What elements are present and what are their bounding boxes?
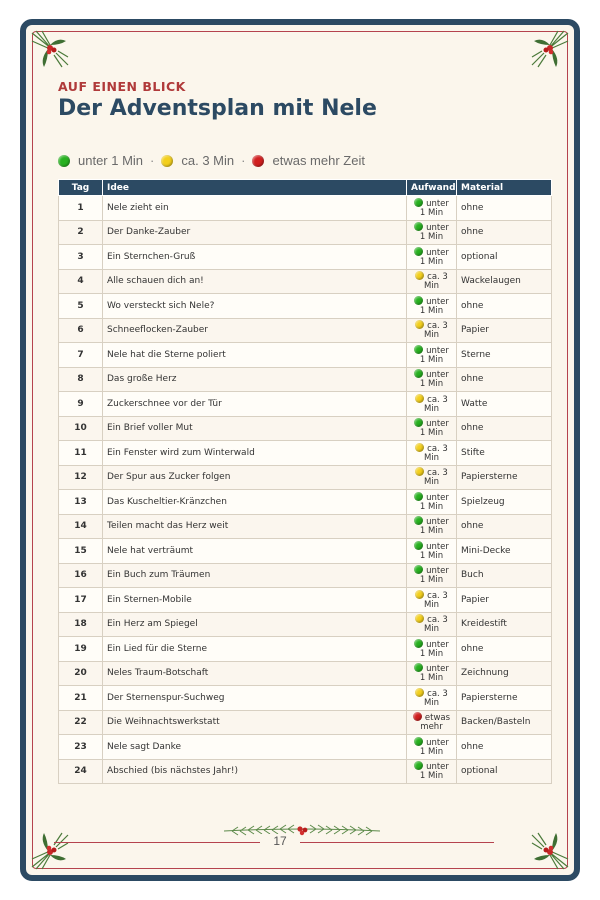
- table-row: [59, 612, 552, 637]
- cell-tag: 3: [59, 245, 103, 270]
- cell-tag: 14: [59, 514, 103, 539]
- cell-idee: Teilen macht das Herz weit: [103, 514, 407, 539]
- cell-tag: 24: [59, 759, 103, 784]
- yellow-dot-icon: [415, 614, 424, 623]
- table-row: [59, 637, 552, 662]
- cell-tag: 6: [59, 318, 103, 343]
- page-title: Der Adventsplan mit Nele: [58, 96, 377, 121]
- green-dot-icon: [414, 541, 423, 550]
- header-material: Material: [457, 180, 552, 196]
- cell-aufwand: [407, 539, 457, 564]
- cell-aufwand: [407, 343, 457, 368]
- aufwand-label: ca. 3 Min: [423, 321, 448, 341]
- holly-corner-icon: [528, 829, 572, 873]
- table-row: [59, 759, 552, 784]
- cell-material: ohne: [457, 294, 552, 319]
- aufwand-label: unter 1 Min: [419, 198, 449, 218]
- cell-tag: 15: [59, 539, 103, 564]
- aufwand-label: unter 1 Min: [419, 370, 449, 390]
- cell-idee: Der Spur aus Zucker folgen: [103, 465, 407, 490]
- table-row: [59, 196, 552, 221]
- cell-tag: 21: [59, 686, 103, 711]
- green-dot-icon: [414, 639, 423, 648]
- legend-label: ca. 3 Min: [181, 153, 235, 168]
- green-dot-icon: [414, 345, 423, 354]
- cell-material: Papiersterne: [457, 686, 552, 711]
- page-frame: [20, 19, 580, 881]
- green-dot-icon: [414, 296, 423, 305]
- table-row: [59, 220, 552, 245]
- aufwand-label: unter 1 Min: [419, 737, 449, 757]
- cell-material: Papiersterne: [457, 465, 552, 490]
- cell-tag: 11: [59, 441, 103, 466]
- cell-aufwand: [407, 294, 457, 319]
- table-row: [59, 318, 552, 343]
- yellow-dot-icon: [415, 467, 424, 476]
- green-dot-icon: [414, 737, 423, 746]
- cell-material: ohne: [457, 220, 552, 245]
- cell-aufwand: [407, 588, 457, 613]
- cell-material: Backen/Basteln: [457, 710, 552, 735]
- aufwand-label: ca. 3 Min: [423, 394, 448, 414]
- aufwand-label: ca. 3 Min: [423, 468, 448, 488]
- cell-material: Sterne: [457, 343, 552, 368]
- cell-aufwand: [407, 637, 457, 662]
- cell-tag: 5: [59, 294, 103, 319]
- aufwand-label: unter 1 Min: [419, 541, 449, 561]
- cell-idee: Nele hat die Sterne poliert: [103, 343, 407, 368]
- cell-aufwand: [407, 367, 457, 392]
- cell-aufwand: [407, 269, 457, 294]
- cell-idee: Ein Fenster wird zum Winterwald: [103, 441, 407, 466]
- cell-material: optional: [457, 245, 552, 270]
- cell-aufwand: [407, 661, 457, 686]
- aufwand-label: unter 1 Min: [419, 762, 449, 782]
- red-dot-icon: [252, 155, 264, 167]
- cell-material: Kreidestift: [457, 612, 552, 637]
- cell-idee: Ein Herz am Spiegel: [103, 612, 407, 637]
- yellow-dot-icon: [415, 320, 424, 329]
- cell-tag: 2: [59, 220, 103, 245]
- cell-idee: Neles Traum-Botschaft: [103, 661, 407, 686]
- pine-garland-icon: [222, 821, 382, 841]
- cell-idee: Nele hat verträumt: [103, 539, 407, 564]
- red-dot-icon: [413, 712, 422, 721]
- holly-corner-icon: [28, 27, 72, 71]
- green-dot-icon: [414, 492, 423, 501]
- cell-material: optional: [457, 759, 552, 784]
- cell-idee: Zuckerschnee vor der Tür: [103, 392, 407, 417]
- aufwand-label: unter 1 Min: [419, 247, 449, 267]
- cell-material: Buch: [457, 563, 552, 588]
- cell-aufwand: [407, 563, 457, 588]
- green-dot-icon: [414, 418, 423, 427]
- aufwand-label: unter 1 Min: [419, 345, 449, 365]
- cell-tag: 18: [59, 612, 103, 637]
- holly-corner-icon: [28, 829, 72, 873]
- table-row: [59, 661, 552, 686]
- table-row: [59, 294, 552, 319]
- yellow-dot-icon: [415, 443, 424, 452]
- table-row: [59, 343, 552, 368]
- cell-tag: 8: [59, 367, 103, 392]
- yellow-dot-icon: [161, 155, 173, 167]
- cell-idee: Die Weihnachtswerkstatt: [103, 710, 407, 735]
- cell-material: Papier: [457, 318, 552, 343]
- effort-legend: [58, 153, 365, 168]
- cell-tag: 16: [59, 563, 103, 588]
- cell-material: ohne: [457, 196, 552, 221]
- cell-aufwand: [407, 441, 457, 466]
- table-row: [59, 588, 552, 613]
- cell-idee: Abschied (bis nächstes Jahr!): [103, 759, 407, 784]
- cell-tag: 9: [59, 392, 103, 417]
- cell-aufwand: [407, 490, 457, 515]
- table-row: [59, 269, 552, 294]
- green-dot-icon: [414, 663, 423, 672]
- legend-separator: ·: [150, 153, 155, 168]
- green-dot-icon: [414, 761, 423, 770]
- cell-idee: Ein Brief voller Mut: [103, 416, 407, 441]
- cell-aufwand: [407, 465, 457, 490]
- cell-tag: 20: [59, 661, 103, 686]
- cell-aufwand: [407, 686, 457, 711]
- table-row: [59, 441, 552, 466]
- green-dot-icon: [414, 516, 423, 525]
- cell-idee: Wo versteckt sich Nele?: [103, 294, 407, 319]
- cell-aufwand: [407, 514, 457, 539]
- cell-idee: Alle schauen dich an!: [103, 269, 407, 294]
- aufwand-label: unter 1 Min: [419, 664, 449, 684]
- table-row: [59, 539, 552, 564]
- cell-aufwand: [407, 318, 457, 343]
- legend-separator: ·: [241, 153, 246, 168]
- green-dot-icon: [414, 247, 423, 256]
- cell-material: ohne: [457, 637, 552, 662]
- advent-plan-table: [58, 179, 552, 784]
- yellow-dot-icon: [415, 271, 424, 280]
- cell-idee: Das Kuscheltier-Kränzchen: [103, 490, 407, 515]
- header-tag: Tag: [59, 180, 103, 196]
- table-row: [59, 514, 552, 539]
- cell-material: Zeichnung: [457, 661, 552, 686]
- aufwand-label: unter 1 Min: [419, 296, 449, 316]
- table-row: [59, 245, 552, 270]
- cell-idee: Ein Buch zum Träumen: [103, 563, 407, 588]
- header-aufwand: Aufwand: [407, 180, 457, 196]
- cell-material: Papier: [457, 588, 552, 613]
- cell-tag: 12: [59, 465, 103, 490]
- aufwand-label: etwas mehr: [420, 713, 451, 733]
- table-row: [59, 735, 552, 760]
- aufwand-label: ca. 3 Min: [423, 688, 448, 708]
- cell-idee: Schneeflocken-Zauber: [103, 318, 407, 343]
- legend-label: unter 1 Min: [78, 153, 144, 168]
- table-row: [59, 710, 552, 735]
- cell-material: ohne: [457, 514, 552, 539]
- green-dot-icon: [414, 198, 423, 207]
- cell-aufwand: [407, 245, 457, 270]
- cell-aufwand: [407, 220, 457, 245]
- cell-aufwand: [407, 416, 457, 441]
- yellow-dot-icon: [415, 688, 424, 697]
- cell-idee: Ein Lied für die Sterne: [103, 637, 407, 662]
- cell-tag: 17: [59, 588, 103, 613]
- cell-material: Mini-Decke: [457, 539, 552, 564]
- page-number: 17: [260, 834, 300, 848]
- cell-tag: 4: [59, 269, 103, 294]
- aufwand-label: unter 1 Min: [419, 419, 449, 439]
- cell-aufwand: [407, 735, 457, 760]
- cell-tag: 19: [59, 637, 103, 662]
- aufwand-label: unter 1 Min: [419, 223, 449, 243]
- green-dot-icon: [414, 222, 423, 231]
- cell-idee: Nele sagt Danke: [103, 735, 407, 760]
- table-header-row: [59, 180, 552, 196]
- header-idee: Idee: [103, 180, 407, 196]
- table-body: [59, 196, 552, 784]
- table-row: [59, 392, 552, 417]
- cell-material: Stifte: [457, 441, 552, 466]
- cell-material: Wackelaugen: [457, 269, 552, 294]
- green-dot-icon: [58, 155, 70, 167]
- aufwand-label: ca. 3 Min: [423, 590, 448, 610]
- cell-idee: Ein Sternen-Mobile: [103, 588, 407, 613]
- table-row: [59, 367, 552, 392]
- cell-tag: 10: [59, 416, 103, 441]
- table-row: [59, 686, 552, 711]
- cell-idee: Ein Sternchen-Gruß: [103, 245, 407, 270]
- aufwand-label: ca. 3 Min: [423, 443, 448, 463]
- green-dot-icon: [414, 565, 423, 574]
- green-dot-icon: [414, 369, 423, 378]
- cell-aufwand: [407, 759, 457, 784]
- cell-material: Spielzeug: [457, 490, 552, 515]
- cell-aufwand: [407, 612, 457, 637]
- cell-tag: 13: [59, 490, 103, 515]
- aufwand-label: unter 1 Min: [419, 492, 449, 512]
- yellow-dot-icon: [415, 590, 424, 599]
- table-row: [59, 490, 552, 515]
- cell-aufwand: [407, 196, 457, 221]
- cell-aufwand: [407, 392, 457, 417]
- cell-idee: Das große Herz: [103, 367, 407, 392]
- cell-tag: 23: [59, 735, 103, 760]
- cell-idee: Nele zieht ein: [103, 196, 407, 221]
- aufwand-label: unter 1 Min: [419, 639, 449, 659]
- cell-material: ohne: [457, 367, 552, 392]
- aufwand-label: unter 1 Min: [419, 517, 449, 537]
- table-row: [59, 563, 552, 588]
- section-kicker: AUF EINEN BLICK: [58, 79, 186, 94]
- aufwand-label: ca. 3 Min: [423, 615, 448, 635]
- cell-material: ohne: [457, 416, 552, 441]
- cell-tag: 1: [59, 196, 103, 221]
- yellow-dot-icon: [415, 394, 424, 403]
- table-row: [59, 416, 552, 441]
- cell-aufwand: [407, 710, 457, 735]
- cell-tag: 7: [59, 343, 103, 368]
- aufwand-label: unter 1 Min: [419, 566, 449, 586]
- cell-material: ohne: [457, 735, 552, 760]
- legend-label: etwas mehr Zeit: [272, 153, 365, 168]
- table-row: [59, 465, 552, 490]
- cell-tag: 22: [59, 710, 103, 735]
- holly-corner-icon: [528, 27, 572, 71]
- cell-idee: Der Sternenspur-Suchweg: [103, 686, 407, 711]
- cell-material: Watte: [457, 392, 552, 417]
- aufwand-label: ca. 3 Min: [423, 272, 448, 292]
- cell-idee: Der Danke-Zauber: [103, 220, 407, 245]
